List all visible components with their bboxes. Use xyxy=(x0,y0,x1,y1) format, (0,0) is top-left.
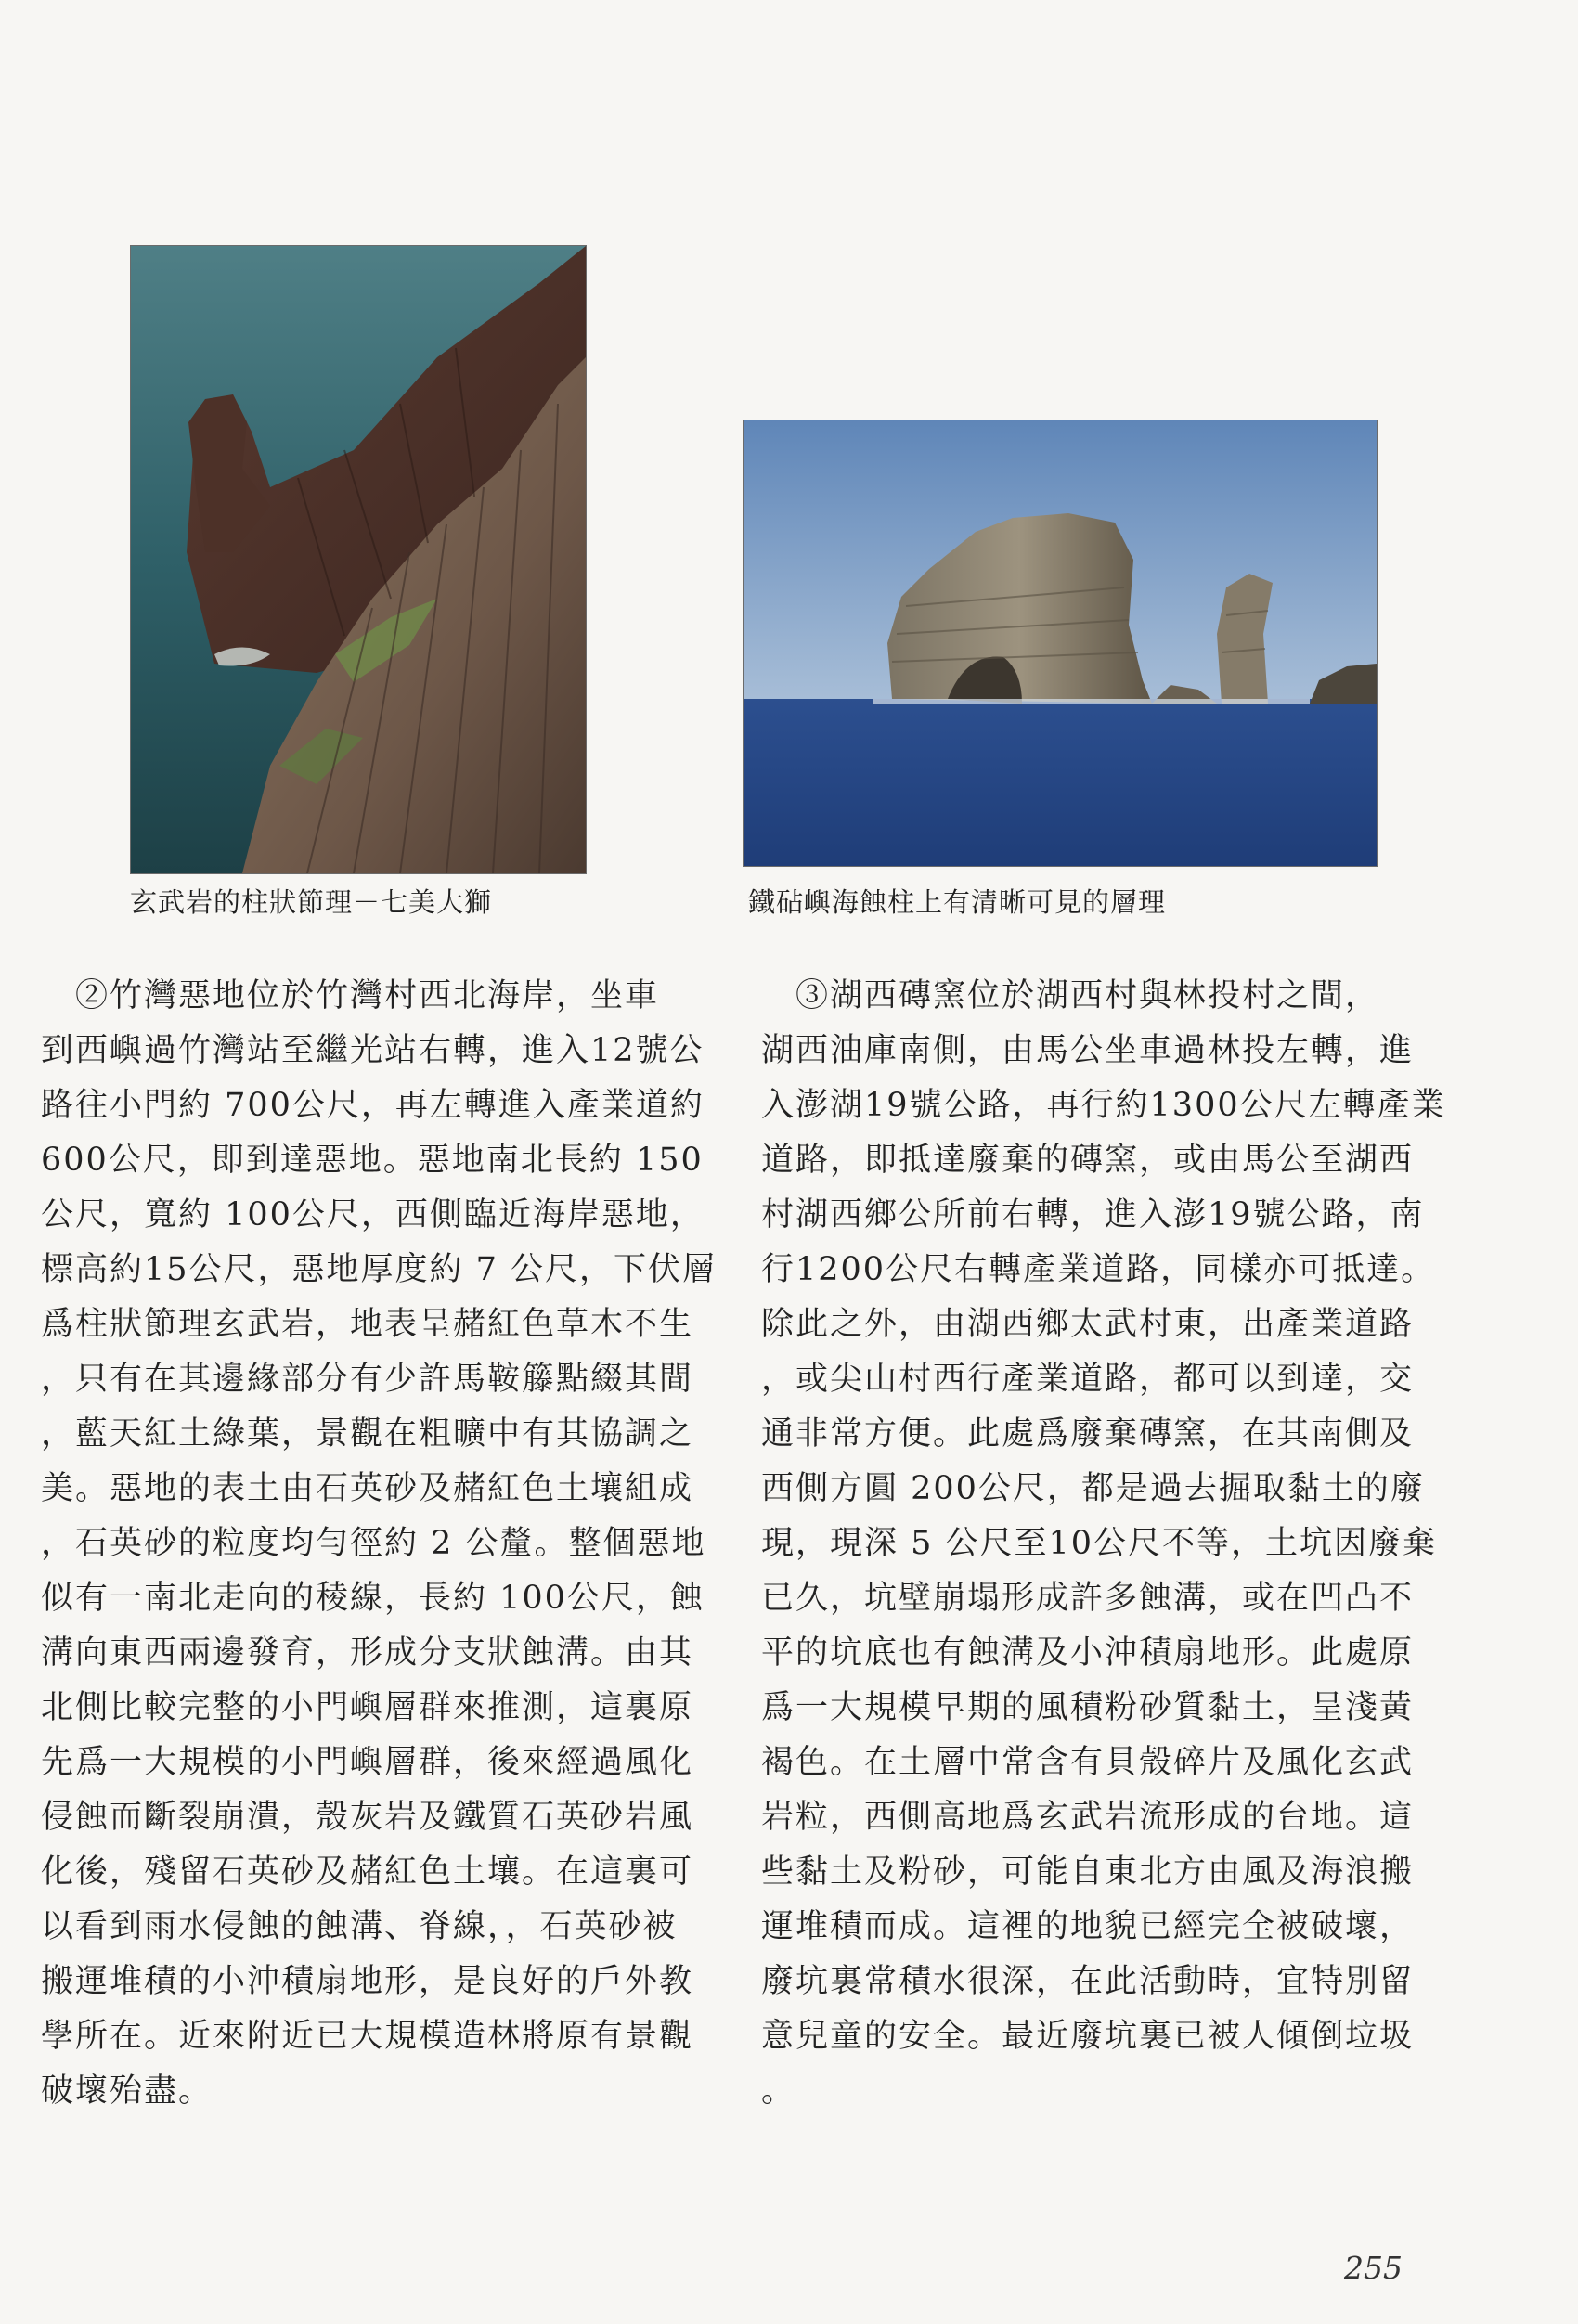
body-text-line: 已久，坑壁崩塌形成許多蝕溝，或在凹凸不 xyxy=(761,1580,1415,1617)
basalt-cliff-photo xyxy=(130,245,587,874)
body-text-line: 岩粒，西側高地爲玄武岩流形成的台地。這 xyxy=(761,1799,1415,1836)
body-text-line: ，只有在其邊緣部分有少許馬鞍籐點綴其間 xyxy=(41,1361,694,1398)
body-text-line: 600公尺，即到達惡地。惡地南北長約 150 xyxy=(41,1142,704,1179)
body-text-line: ③湖西磚窯位於湖西村與林投村之間， xyxy=(761,977,1380,1014)
body-text-line: 侵蝕而斷裂崩潰，殼灰岩及鐵質石英砂岩風 xyxy=(41,1799,694,1836)
body-text-line: 以看到雨水侵蝕的蝕溝、脊線，，石英砂被 xyxy=(41,1908,678,1945)
body-text-line: 通非常方便。此處爲廢棄磚窯，在其南側及 xyxy=(761,1415,1415,1452)
body-text-line: 到西嶼過竹灣站至繼光站右轉，進入12號公 xyxy=(41,1032,705,1069)
basalt-cliff-image xyxy=(131,246,586,873)
text-column-right xyxy=(761,969,1446,2119)
body-text-line: 廢坑裏常積水很深，在此活動時，宜特別留 xyxy=(761,1963,1415,2000)
body-text-line: 溝向東西兩邊發育，形成分支狀蝕溝。由其 xyxy=(41,1634,694,1672)
body-text-line: 湖西油庫南側，由馬公坐車過林投左轉，進 xyxy=(761,1032,1415,1069)
body-text-line: 學所在。近來附近已大規模造林將原有景觀 xyxy=(41,2018,694,2055)
sea-stack-image xyxy=(744,420,1377,866)
body-text-line: ，石英砂的粒度均勻徑約 2 公釐。整個惡地 xyxy=(41,1525,706,1562)
page-number: 255 xyxy=(1344,2250,1403,2286)
body-text-line: 美。惡地的表土由石英砂及赭紅色土壤組成 xyxy=(41,1470,694,1507)
body-text-line: 村湖西鄉公所前右轉，進入澎19號公路，南 xyxy=(761,1196,1425,1233)
photo-caption-right: 鐵砧嶼海蝕柱上有清晰可見的層理 xyxy=(748,886,1167,918)
photo-caption-left: 玄武岩的柱狀節理－七美大獅 xyxy=(130,886,493,918)
body-text-line: 。 xyxy=(761,2072,796,2110)
body-text-line: 先爲一大規模的小門嶼層群，後來經過風化 xyxy=(41,1744,694,1781)
body-text-line: 搬運堆積的小沖積扇地形，是良好的戶外教 xyxy=(41,1963,694,2000)
body-text-line: 爲一大規模早期的風積粉砂質黏土，呈淺黃 xyxy=(761,1689,1415,1726)
body-text-line: 行1200公尺右轉產業道路，同樣亦可抵達。 xyxy=(761,1251,1436,1288)
body-text-line: 平的坑底也有蝕溝及小沖積扇地形。此處原 xyxy=(761,1634,1415,1672)
body-text-line: 破壞殆盡。 xyxy=(41,2072,213,2110)
body-text-line: 褐色。在土層中常含有貝殼碎片及風化玄武 xyxy=(761,1744,1415,1781)
body-text-line: ，藍天紅土綠葉，景觀在粗曠中有其協調之 xyxy=(41,1415,694,1452)
body-text-line: 意兒童的安全。最近廢坑裏已被人傾倒垃圾 xyxy=(761,2018,1415,2055)
body-text-line: 標高約15公尺，惡地厚度約 7 公尺，下伏層 xyxy=(41,1251,718,1288)
body-text-line: 現，現深 5 公尺至10公尺不等，土坑因廢棄 xyxy=(761,1525,1438,1562)
body-text-line: 公尺，寬約 100公尺，西側臨近海岸惡地， xyxy=(41,1196,705,1233)
body-text-line: 路往小門約 700公尺，再左轉進入產業道約 xyxy=(41,1087,705,1124)
body-text-line: 些黏土及粉砂，可能自東北方由風及海浪搬 xyxy=(761,1853,1415,1891)
body-text-line: 爲柱狀節理玄武岩，地表呈赭紅色草木不生 xyxy=(41,1306,694,1343)
body-text-line: ，或尖山村西行產業道路，都可以到達，交 xyxy=(761,1361,1415,1398)
body-text-line: ②竹灣惡地位於竹灣村西北海岸，坐車 xyxy=(41,977,660,1014)
body-text-line: 運堆積而成。這裡的地貌已經完全被破壞， xyxy=(761,1908,1415,1945)
body-text-line: 入澎湖19號公路，再行約1300公尺左轉產業 xyxy=(761,1087,1446,1124)
body-text-line: 西側方圓 200公尺，都是過去掘取黏土的廢 xyxy=(761,1470,1425,1507)
text-column-left xyxy=(41,969,718,2119)
body-text-line: 似有一南北走向的稜線，長約 100公尺，蝕 xyxy=(41,1580,705,1617)
body-text-line: 道路，即抵達廢棄的磚窯，或由馬公至湖西 xyxy=(761,1142,1415,1179)
body-text-line: 除此之外，由湖西鄉太武村東，出產業道路 xyxy=(761,1306,1415,1343)
body-text-line: 化後，殘留石英砂及赭紅色土壤。在這裏可 xyxy=(41,1853,694,1891)
body-text-line: 北側比較完整的小門嶼層群來推測，這裏原 xyxy=(41,1689,694,1726)
sea-stack-photo xyxy=(743,420,1378,867)
